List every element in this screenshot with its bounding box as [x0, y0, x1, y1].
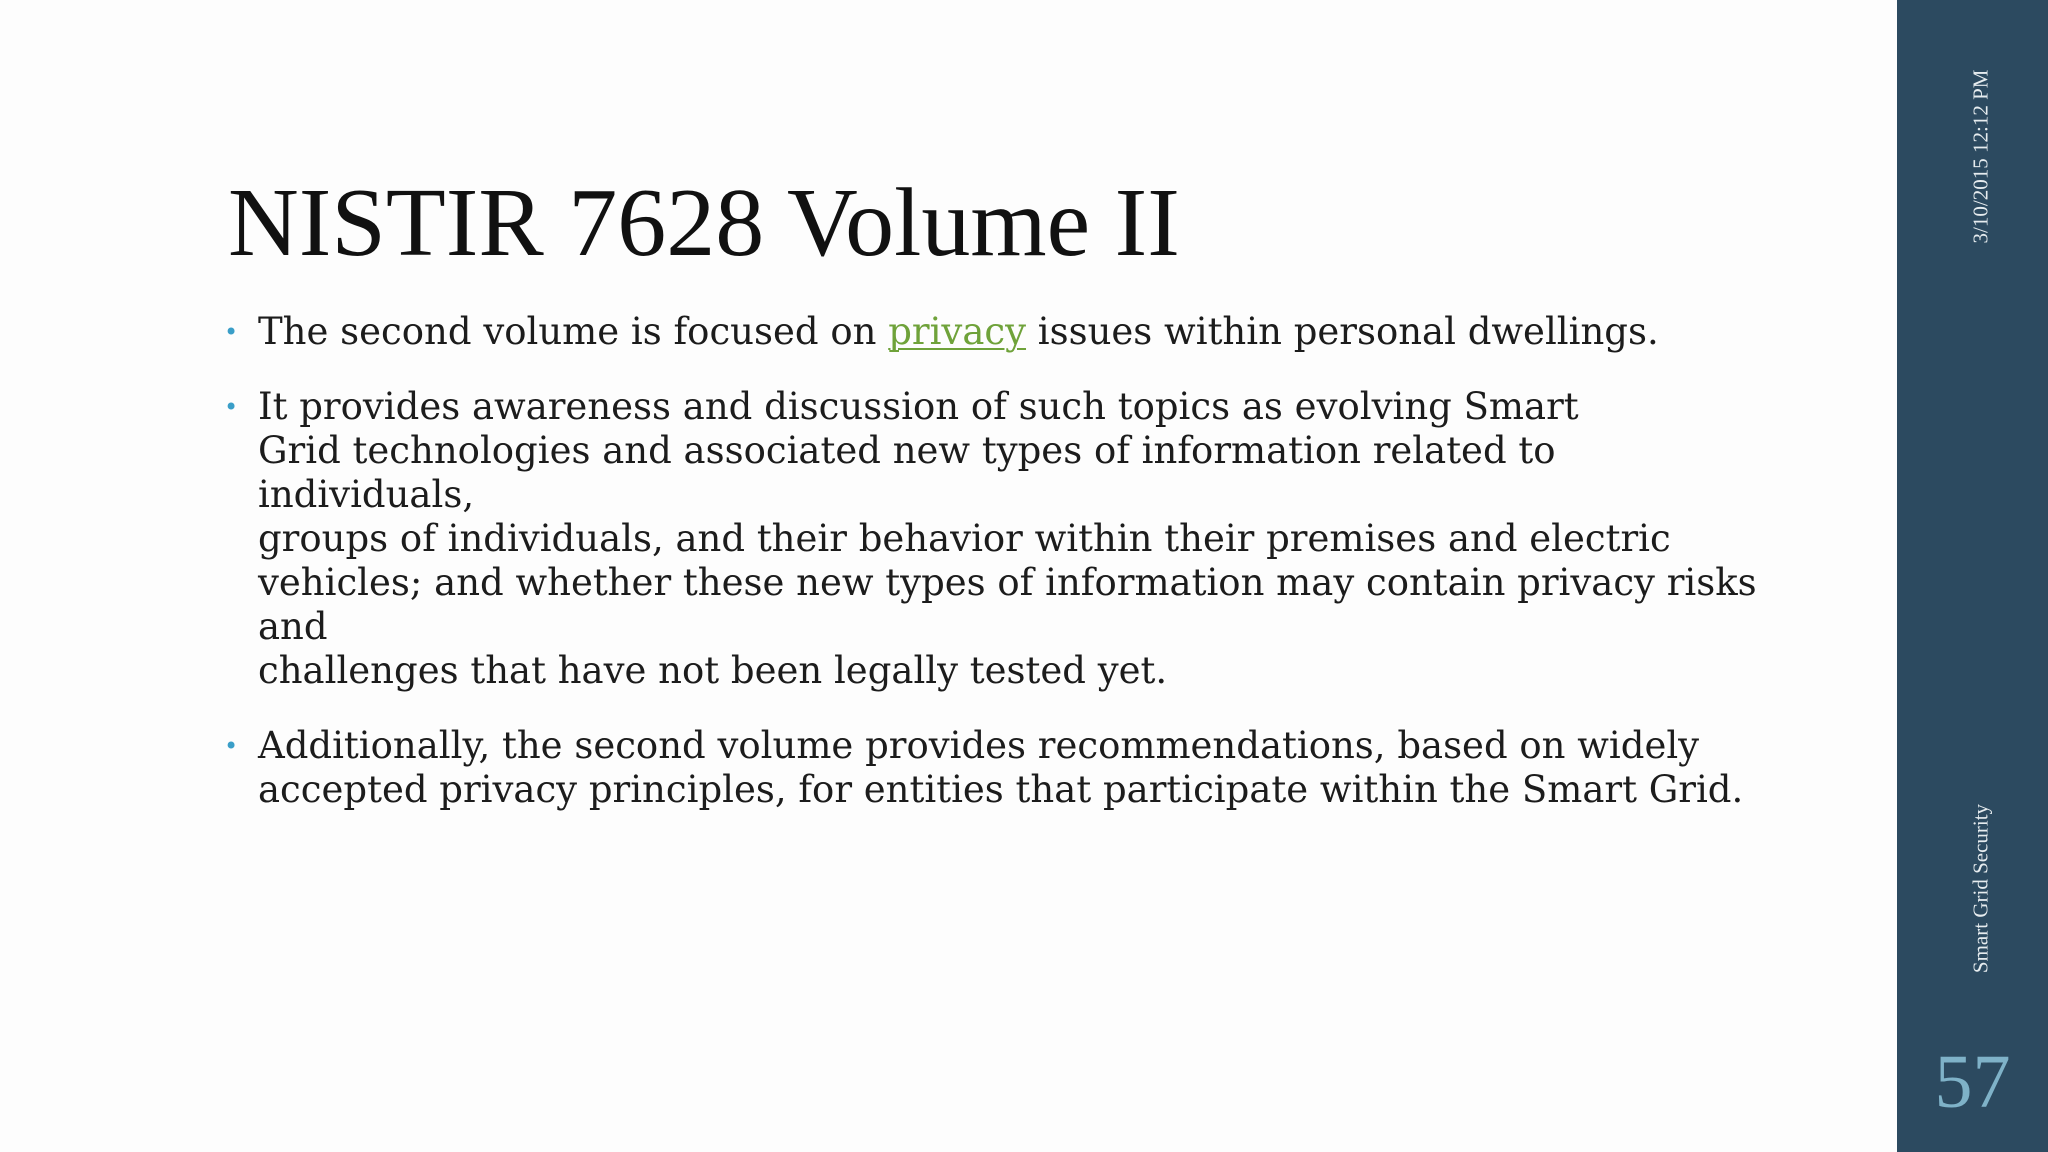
bullet-icon: •: [224, 318, 239, 346]
bullet-line: challenges that have not been legally tested yet.: [258, 649, 1168, 692]
privacy-link[interactable]: privacy: [888, 310, 1027, 353]
bullet-item: [222, 385, 1782, 693]
slide-title: NISTIR 7628 Volume II: [228, 169, 1180, 277]
bullet-text: The second volume is focused on: [258, 310, 889, 353]
bullet-item: [222, 310, 1782, 354]
bullet-item: [222, 724, 1782, 812]
bullet-line: Additionally, the second volume provides recommendations, based on widely: [258, 724, 1700, 767]
footer-label: Smart Grid Security: [1968, 803, 1993, 974]
slide-number: 57: [1934, 1040, 2011, 1124]
bullet-line: It provides awareness and discussion of such topics as evolving Smart: [258, 385, 1579, 428]
bullet-line: accepted privacy principles, for entities that participate within the Smart Grid.: [258, 768, 1744, 811]
date-label: 3/10/2015 12:12 PM: [1968, 69, 1993, 244]
bullet-line: vehicles; and whether these new types of information may contain privacy risks and: [258, 561, 1757, 648]
bullet-icon: •: [224, 393, 239, 421]
bullet-line: groups of individuals, and their behavior within their premises and electric: [258, 517, 1671, 560]
bullet-line: Grid technologies and associated new types of information related to individuals,: [258, 429, 1556, 516]
bullet-icon: •: [224, 732, 239, 760]
bullet-text: issues within personal dwellings.: [1026, 310, 1659, 353]
bullet-list: [222, 310, 1782, 843]
